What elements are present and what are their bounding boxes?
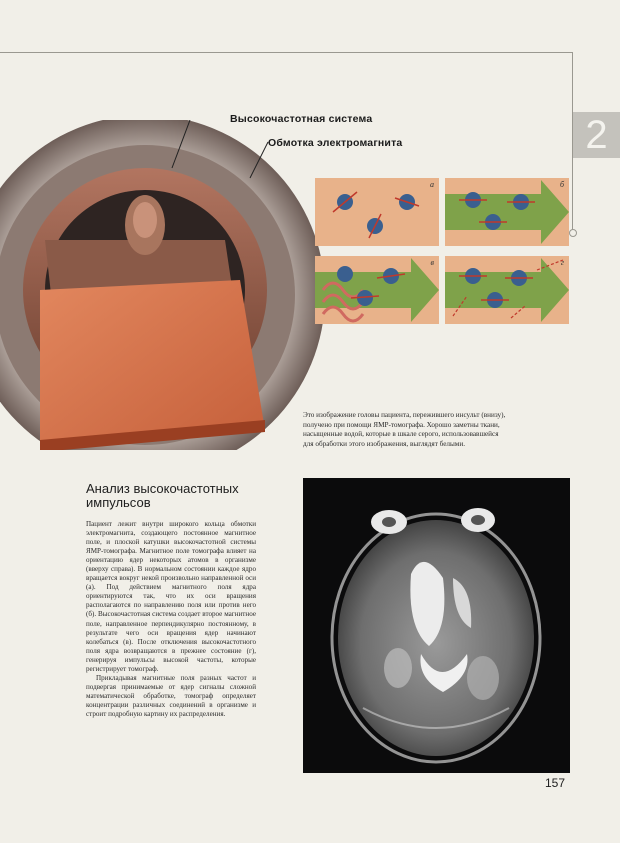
body-text [86,520,256,719]
panel-letter: а [430,180,434,189]
panel-letter: в [430,258,434,267]
paragraph: Пациент лежит внутри широкого кольца обмотки электромагнита, создающего постоянное магнитное поле, и плоской катушки высокочастотной системы ЯМР-томографа. Магнитное поле томографа влияет на ориентацию ядер некоторых атомов в организме (вверху справа). В нормальном состоянии каждое ядро вращается вокруг некой произвольно направленной оси (а). Под действием магнитного поля ядра ориентируются так, что их оси вращения располагаются по направлению поля или против него (б). Высокочастотная система создает второе магнитное поле, направленное перпендикулярно постоянному, в результате чего оси вращения ядер начинают колебаться (в). После отключения высокочастотного поля ядра возвращаются в прежнее состояние (г), генерируя импульсы высокой частоты, которые регистрирует томограф. [86,520,256,673]
figure-caption: Это изображение головы пациента, пережившего инсульт (внизу), получено при помощи ЯМР-томографа. Хорошо заметны ткани, насыщенные водой, которые в шкале серого, использовавшейся для обработки этого изображения, выглядят белыми. [303,411,506,449]
section-heading: Анализ высокочастотных импульсов [86,481,239,510]
paragraph: Прикладывая магнитные поля разных частот и подвергая принимаемые от ядер сигналы сложной математической обработке, томограф определяет концентрации различных соединений в организме и строит подробную картину их распределения. [86,673,256,718]
mri-scanner-illustration [0,120,330,450]
rf-system-label: Высокочастотная система [230,113,373,125]
magnet-coil-label: Обмотка электромагнита [268,137,403,149]
panel-v-rf-pulse [315,256,439,324]
top-rule [0,52,572,53]
panel-letter: б [559,180,564,189]
panel-b-aligned-spins [445,178,569,246]
panel-letter: г [560,258,564,267]
mri-brain-scan [303,478,570,773]
page-number: 157 [545,776,566,790]
panel-a-random-spins [315,178,439,246]
panel-g-signal-emission [445,256,569,324]
chapter-tab: 2 [573,112,620,158]
rule-end-dot [569,229,577,237]
